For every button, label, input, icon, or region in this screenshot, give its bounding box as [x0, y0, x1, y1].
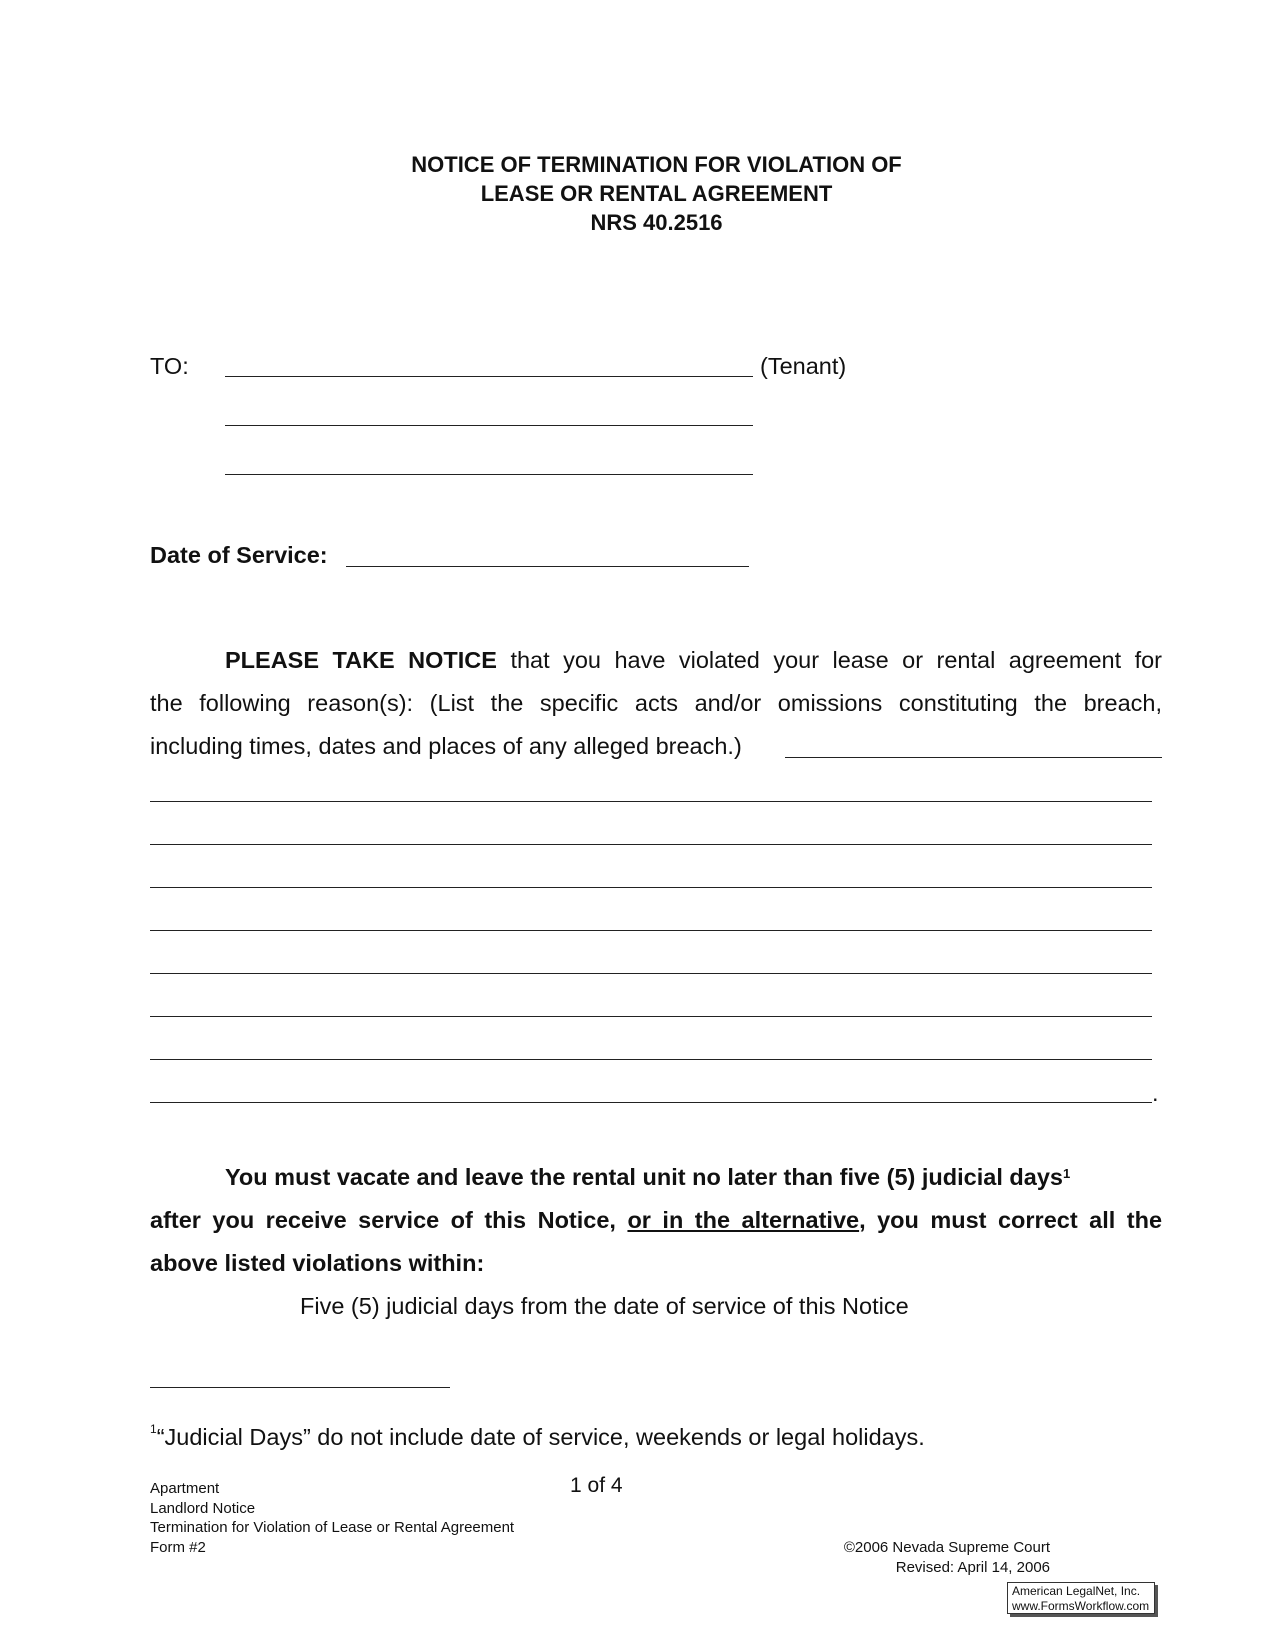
footnote-separator	[150, 1387, 450, 1388]
footer-notice-type: Landlord Notice	[150, 1499, 256, 1517]
vacate-line-1	[225, 1156, 1070, 1199]
date-of-service-label: Date of Service:	[150, 542, 328, 568]
vacate-line-2	[150, 1199, 1162, 1242]
notice-line-1-rest: that you have violated your lease or rental agreement for	[510, 647, 1163, 673]
footer-form-number: Form #2	[150, 1538, 206, 1556]
breach-line-8[interactable]	[150, 1102, 1152, 1103]
tenant-name-line[interactable]	[225, 376, 753, 377]
footnote-text: “Judicial Days” do not include date of service, weekends or legal holidays.	[156, 1424, 925, 1450]
logo-line-2: www.FormsWorkflow.com	[1012, 1599, 1150, 1613]
breach-line-1[interactable]	[150, 801, 1152, 802]
title-line-2: LEASE OR RENTAL AGREEMENT	[480, 181, 833, 206]
breach-line-5[interactable]	[150, 973, 1152, 974]
notice-lead: PLEASE TAKE NOTICE	[225, 647, 497, 673]
logo-line-1: American LegalNet, Inc.	[1012, 1584, 1141, 1598]
footer-form-name: Termination for Violation of Lease or Rental Agreement	[150, 1519, 515, 1536]
vacate-alternative: or in the alternative	[627, 1207, 860, 1233]
document-title	[0, 150, 1275, 237]
page-number: 1 of 4	[570, 1474, 623, 1497]
footer-category: Apartment	[150, 1480, 220, 1497]
vacate-line-2-start: after you receive service of this Notice,	[150, 1207, 616, 1233]
vacate-line-1-text: You must vacate and leave the rental unit no later than five (5) judicial days	[225, 1164, 1063, 1190]
tenant-address-line-1[interactable]	[225, 425, 753, 426]
vacate-line-3: above listed violations within:	[150, 1250, 485, 1276]
breach-line-2[interactable]	[150, 844, 1152, 845]
notice-line-3: including times, dates and places of any alleged breach.)	[150, 733, 742, 759]
breach-line-7[interactable]	[150, 1059, 1152, 1060]
publisher-logo	[1007, 1582, 1155, 1614]
breach-line-6[interactable]	[150, 1016, 1152, 1017]
footnote-marker: 1	[150, 1422, 157, 1436]
breach-line-4[interactable]	[150, 930, 1152, 931]
revised-date: Revised: April 14, 2006	[895, 1558, 1050, 1576]
title-line-3: NRS 40.2516	[590, 210, 723, 235]
breach-line-3[interactable]	[150, 887, 1152, 888]
breach-line-0[interactable]	[785, 757, 1162, 758]
footnote	[150, 1424, 925, 1451]
breach-end-period: .	[1152, 1080, 1159, 1106]
vacate-option: Five (5) judicial days from the date of service of this Notice	[300, 1293, 909, 1319]
vacate-line-2-end: , you must correct all the	[859, 1207, 1163, 1233]
to-label: TO:	[150, 353, 189, 379]
tenant-label: (Tenant)	[760, 353, 847, 379]
tenant-address-line-2[interactable]	[225, 474, 753, 475]
notice-line-1	[150, 639, 1162, 682]
copyright: ©2006 Nevada Supreme Court	[843, 1539, 1050, 1556]
date-of-service-line[interactable]	[346, 566, 749, 567]
footer-right	[0, 1538, 1050, 1577]
notice-line-2: the following reason(s): (List the specific acts and/or omissions constituting the breach,	[150, 690, 1162, 716]
footnote-ref: 1	[1062, 1166, 1071, 1181]
title-line-1: NOTICE OF TERMINATION FOR VIOLATION OF	[411, 152, 902, 177]
